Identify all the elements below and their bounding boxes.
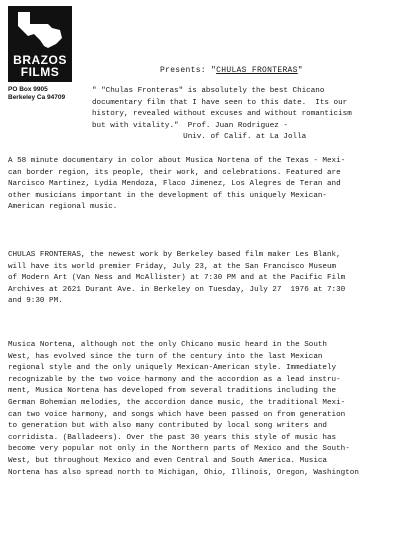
brand-line-1: BRAZOS: [13, 53, 67, 67]
address: [8, 86, 78, 102]
address-line-1: PO Box 9905: [8, 86, 48, 93]
paragraph-premiere: CHULAS FRONTERAS, the newest work by Berkeley based film maker Les Blank, will have its world premier Friday, July 23, at the San Francisco Museum of Modern Art (Van Ness and McAllister) at 7:30 PM and at the Pacific Film Archives at 2621 Durant Ave. in Berkeley on Tuesday, July 27 1976 at 7:30 and 9:30 PM.: [8, 251, 346, 306]
brand-name: [13, 54, 67, 78]
paragraph-history: Musica Nortena, although not the only Chicano music heard in the South West, has evolved since the turn of the century into the last Mexican regional style and the only uniquely Mexican-American style. Immediately recognizable by the two voice harmony and the accordion as a lead instru- ment, Musica Nortena has developed from several traditions including the German Bohemian melodies, the accordion dance music, the traditional Mexi- can two voice harmony, and songs which have been passed on from generation to generation but with also many contributed by local song writers and corridista. (Balladeers). Over the past 30 years this style of music has become very popular not only in the Northern parts of Mexico and the South- West, but throughout Mexico and even Central and South America. Musica Nortena has also spread north to Michigan, Ohio, Illinois, Oregon, Washington: [8, 341, 359, 477]
film-title: CHULAS FRONTERAS: [216, 66, 298, 75]
brazos-films-logo: [8, 6, 78, 106]
presents-label: Presents:: [160, 66, 206, 75]
address-line-2: Berkeley Ca 94709: [8, 94, 66, 101]
brand-line-2: FILMS: [20, 65, 60, 79]
presents-heading: Presents: "CHULAS FRONTERAS": [160, 66, 303, 75]
texas-shape-icon: [14, 10, 66, 50]
review-quote: " "Chulas Fronteras" is absolutely the best Chicano documentary film that I have seen to this date. Its our history, revealed without excuses and without romanticism but with vitality." Prof. Juan Rodriguez - Univ. of Calif. at La Jolla: [92, 87, 352, 141]
paragraph-intro: A 58 minute documentary in color about Musica Nortena of the Texas - Mexi- can border region, its people, their work, and celebrations. Featured are Narcisco Martinez, Lydia Mendoza, Flaco Jimenez, Los Alegres de Teran and other musicians important in the development of this uniquely Mexican- American regional music.: [8, 157, 346, 212]
logo-block: [8, 6, 72, 82]
